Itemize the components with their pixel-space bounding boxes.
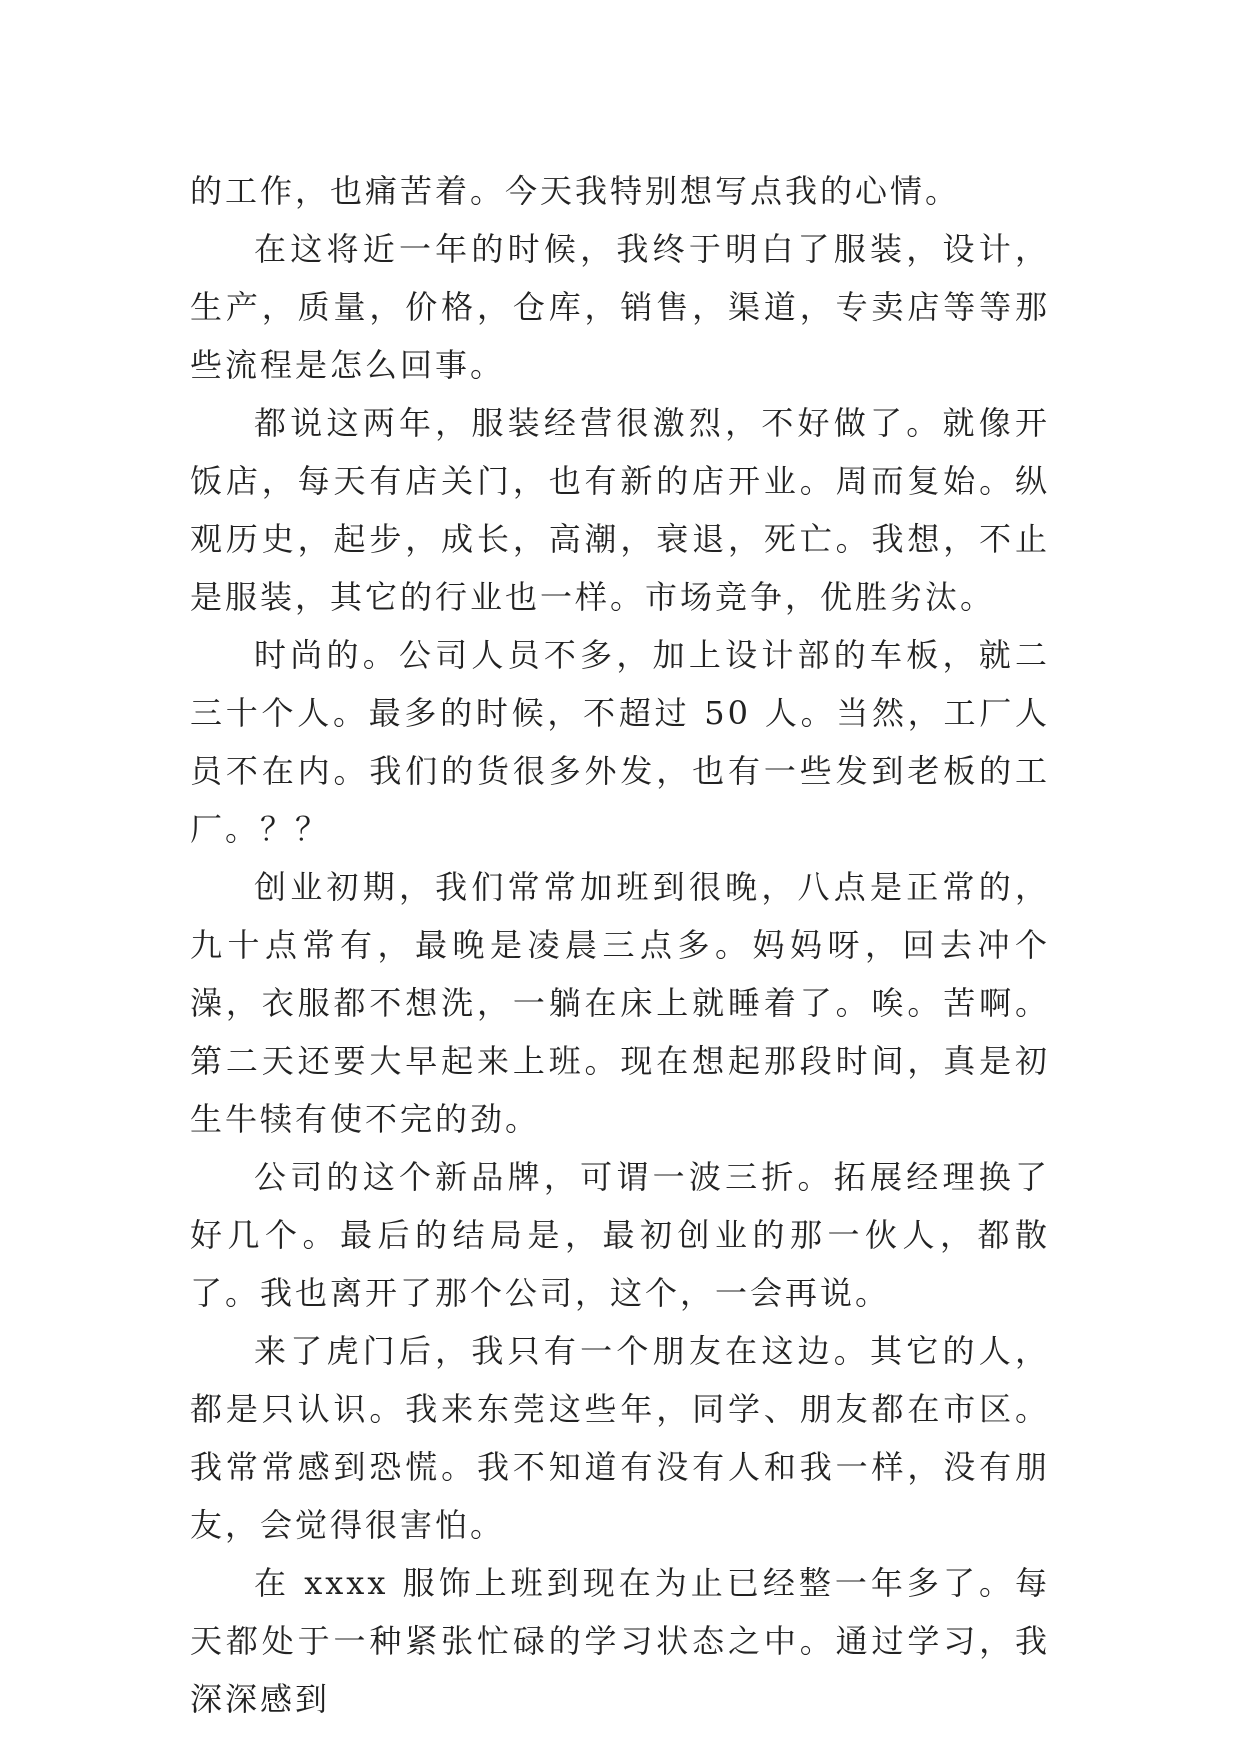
paragraph-1: 的工作，也痛苦着。今天我特别想写点我的心情。 [190, 172, 961, 210]
paragraph-7: 来了虎门后，我只有一个朋友在这边。其它的人，都是只认识。我来东莞这些年，同学、朋友都在市区。我常常感到恐慌。我不知道有没有人和我一样，没有朋友，会觉得很害怕。 [190, 1332, 1050, 1544]
paragraph-3: 都说这两年，服装经营很激烈，不好做了。就像开饭店，每天有店关门，也有新的店开业。周而复始。纵观历史，起步，成长，高潮，衰退，死亡。我想，不止是服装，其它的行业也一样。市场竞争，优胜劣汰。 [190, 404, 1050, 616]
paragraph-5: 创业初期，我们常常加班到很晚，八点是正常的，九十点常有，最晚是凌晨三点多。妈妈呀，回去冲个澡，衣服都不想洗，一躺在床上就睡着了。唉。苦啊。第二天还要大早起来上班。现在想起那段时间，真是初生牛犊有使不完的劲。 [190, 868, 1050, 1138]
paragraph-6: 公司的这个新品牌，可谓一波三折。拓展经理换了好几个。最后的结局是，最初创业的那一伙人，都散了。我也离开了那个公司，这个，一会再说。 [190, 1158, 1050, 1312]
paragraph-4: 时尚的。公司人员不多，加上设计部的车板，就二三十个人。最多的时候，不超过 50 人。当然，工厂人员不在内。我们的货很多外发，也有一些发到老板的工厂。？？ [190, 636, 1050, 848]
paragraph-2: 在这将近一年的时候，我终于明白了服装，设计，生产，质量，价格，仓库，销售，渠道，专卖店等等那些流程是怎么回事。 [190, 230, 1050, 384]
document-body [190, 162, 1050, 1728]
paragraph-8: 在 xxxx 服饰上班到现在为止已经整一年多了。每天都处于一种紧张忙碌的学习状态之中。通过学习，我深深感到 [190, 1564, 1050, 1718]
